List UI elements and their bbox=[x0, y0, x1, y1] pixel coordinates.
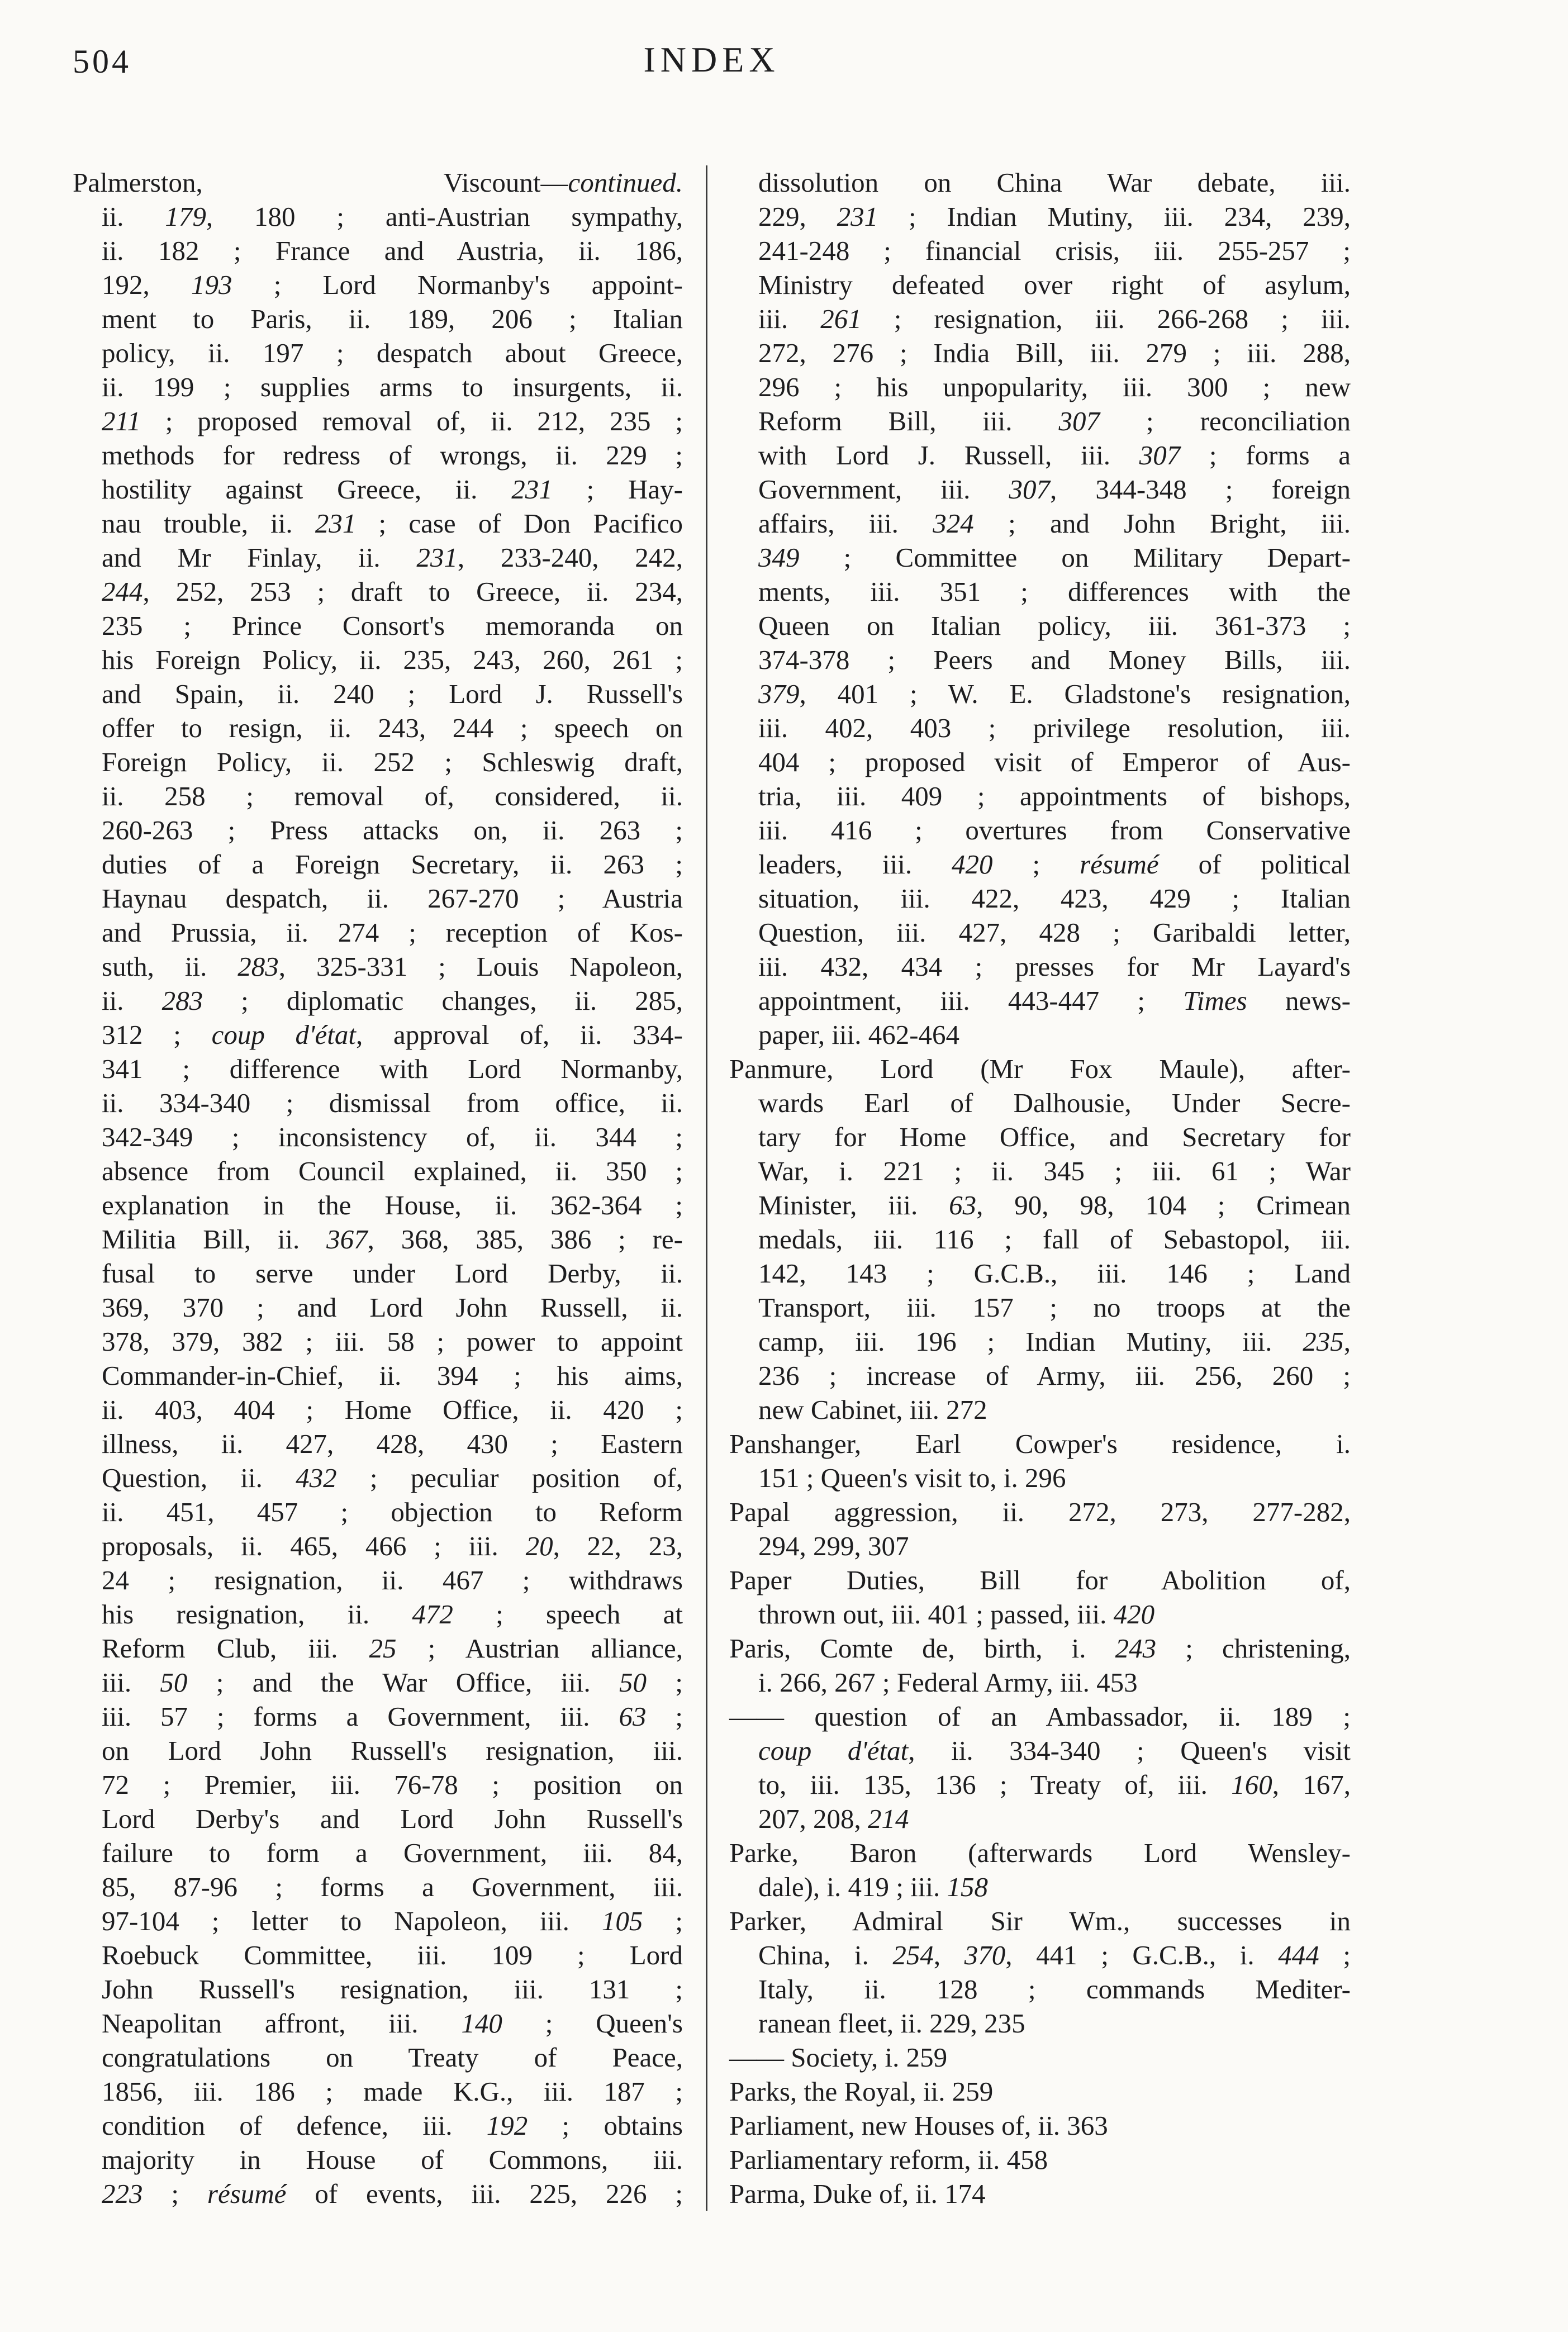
index-line: absence from Council explained, ii. 350 ; bbox=[102, 1156, 683, 1186]
index-line: situation, iii. 422, 423, 429 ; Italian bbox=[758, 883, 1351, 914]
index-line: fusal to serve under Lord Derby, ii. bbox=[102, 1258, 683, 1289]
index-line: Italy, ii. 128 ; commands Mediter- bbox=[758, 1974, 1351, 2005]
index-line: 85, 87-96 ; forms a Government, iii. bbox=[102, 1872, 683, 1902]
index-line: ii. 403, 404 ; Home Office, ii. 420 ; bbox=[102, 1394, 683, 1425]
index-line: Roebuck Committee, iii. 109 ; Lord bbox=[102, 1940, 683, 1970]
page-header bbox=[73, 39, 1351, 89]
index-entry bbox=[73, 165, 683, 2211]
index-entry bbox=[729, 1904, 1351, 2040]
index-line: condition of defence, iii. 192 ; obtains bbox=[102, 2110, 683, 2141]
index-line: with Lord J. Russell, iii. 307 ; forms a bbox=[758, 440, 1351, 471]
index-line: 241-248 ; financial crisis, iii. 255-257 ; bbox=[758, 235, 1351, 266]
index-line: 223 ; résumé of events, iii. 225, 226 ; bbox=[102, 2178, 683, 2209]
index-line: to, iii. 135, 136 ; Treaty of, iii. 160, 167, bbox=[758, 1769, 1351, 1800]
index-column-left bbox=[73, 165, 683, 2211]
index-line: 1856, iii. 186 ; made K.G., iii. 187 ; bbox=[102, 2076, 683, 2107]
index-line: 374-378 ; Peers and Money Bills, iii. bbox=[758, 644, 1351, 675]
index-line: Parker, Admiral Sir Wm., successes in bbox=[729, 1906, 1351, 1936]
index-line: nau trouble, ii. 231 ; case of Don Pacifico bbox=[102, 508, 683, 539]
index-entry bbox=[729, 1836, 1351, 1904]
index-line: 369, 370 ; and Lord John Russell, ii. bbox=[102, 1292, 683, 1323]
index-line: 211 ; proposed removal of, ii. 212, 235 ; bbox=[102, 406, 683, 436]
index-line: Queen on Italian policy, iii. 361-373 ; bbox=[758, 610, 1351, 641]
index-line: and Prussia, ii. 274 ; reception of Kos- bbox=[102, 917, 683, 948]
index-entry bbox=[729, 165, 1351, 1052]
index-line: iii. 57 ; forms a Government, iii. 63 ; bbox=[102, 1701, 683, 1732]
index-line: Panmure, Lord (Mr Fox Maule), after- bbox=[729, 1053, 1351, 1084]
index-line: ii. 182 ; France and Austria, ii. 186, bbox=[102, 235, 683, 266]
index-line: Haynau despatch, ii. 267-270 ; Austria bbox=[102, 883, 683, 914]
index-line: illness, ii. 427, 428, 430 ; Eastern bbox=[102, 1428, 683, 1459]
index-line: his resignation, ii. 472 ; speech at bbox=[102, 1599, 683, 1630]
index-line: methods for redress of wrongs, ii. 229 ; bbox=[102, 440, 683, 471]
index-line: 341 ; difference with Lord Normanby, bbox=[102, 1053, 683, 1084]
index-line: proposals, ii. 465, 466 ; iii. 20, 22, 23, bbox=[102, 1531, 683, 1561]
index-line: coup d'état, ii. 334-340 ; Queen's visit bbox=[758, 1735, 1351, 1766]
index-line: ii. 334-340 ; dismissal from office, ii. bbox=[102, 1087, 683, 1118]
index-line: his Foreign Policy, ii. 235, 243, 260, 261 ; bbox=[102, 644, 683, 675]
index-line: 151 ; Queen's visit to, i. 296 bbox=[758, 1462, 1066, 1493]
index-entry bbox=[729, 1631, 1351, 1699]
index-entry bbox=[729, 1052, 1351, 1427]
index-line: wards Earl of Dalhousie, Under Secre- bbox=[758, 1087, 1351, 1118]
index-line: Militia Bill, ii. 367, 368, 385, 386 ; re- bbox=[102, 1224, 683, 1255]
index-line: John Russell's resignation, iii. 131 ; bbox=[102, 1974, 683, 2005]
index-line: Reform Club, iii. 25 ; Austrian alliance, bbox=[102, 1633, 683, 1664]
index-line: duties of a Foreign Secretary, ii. 263 ; bbox=[102, 849, 683, 880]
index-line: Palmerston, Viscount—continued. bbox=[73, 167, 683, 198]
index-line: ranean fleet, ii. 229, 235 bbox=[758, 2008, 1025, 2039]
index-line: explanation in the House, ii. 362-364 ; bbox=[102, 1190, 683, 1220]
index-entry bbox=[729, 1427, 1351, 1495]
index-line: 294, 299, 307 bbox=[758, 1531, 909, 1561]
index-line: thrown out, iii. 401 ; passed, iii. 420 bbox=[758, 1599, 1155, 1630]
index-line: ii. 199 ; supplies arms to insurgents, ii. bbox=[102, 372, 683, 402]
index-line: suth, ii. 283, 325-331 ; Louis Napoleon, bbox=[102, 951, 683, 982]
index-line: paper, iii. 462-464 bbox=[758, 1019, 960, 1050]
index-line: 404 ; proposed visit of Emperor of Aus- bbox=[758, 747, 1351, 777]
index-line: 349 ; Committee on Military Depart- bbox=[758, 542, 1351, 573]
index-line: Parliamentary reform, ii. 458 bbox=[729, 2144, 1048, 2175]
index-line: 235 ; Prince Consort's memoranda on bbox=[102, 610, 683, 641]
index-line: 260-263 ; Press attacks on, ii. 263 ; bbox=[102, 815, 683, 846]
index-line: War, i. 221 ; ii. 345 ; iii. 61 ; War bbox=[758, 1156, 1351, 1186]
index-line: hostility against Greece, ii. 231 ; Hay- bbox=[102, 474, 683, 505]
index-line: 192, 193 ; Lord Normanby's appoint- bbox=[102, 269, 683, 300]
index-entry bbox=[729, 2040, 1351, 2074]
index-line: 229, 231 ; Indian Mutiny, iii. 234, 239, bbox=[758, 201, 1351, 232]
index-line: tria, iii. 409 ; appointments of bishops, bbox=[758, 781, 1351, 811]
index-line: —— Society, i. 259 bbox=[729, 2042, 948, 2073]
page-number: 504 bbox=[73, 43, 131, 80]
index-column-right bbox=[729, 165, 1351, 2211]
index-line: 296 ; his unpopularity, iii. 300 ; new bbox=[758, 372, 1351, 402]
index-line: 342-349 ; inconsistency of, ii. 344 ; bbox=[102, 1122, 683, 1152]
index-line: medals, iii. 116 ; fall of Sebastopol, iii. bbox=[758, 1224, 1351, 1255]
index-line: Reform Bill, iii. 307 ; reconciliation bbox=[758, 406, 1351, 436]
index-line: and Mr Finlay, ii. 231, 233-240, 242, bbox=[102, 542, 683, 573]
page-title: INDEX bbox=[643, 40, 780, 79]
index-line: 24 ; resignation, ii. 467 ; withdraws bbox=[102, 1565, 683, 1595]
index-line: appointment, iii. 443-447 ; Times news- bbox=[758, 985, 1351, 1016]
index-line: Lord Derby's and Lord John Russell's bbox=[102, 1803, 683, 1834]
index-line: new Cabinet, iii. 272 bbox=[758, 1394, 987, 1425]
index-entry bbox=[729, 2177, 1351, 2211]
index-line: Ministry defeated over right of asylum, bbox=[758, 269, 1351, 300]
index-entry bbox=[729, 2074, 1351, 2108]
index-line: Paper Duties, Bill for Abolition of, bbox=[729, 1565, 1351, 1595]
index-line: majority in House of Commons, iii. bbox=[102, 2144, 683, 2175]
index-line: Commander-in-Chief, ii. 394 ; his aims, bbox=[102, 1360, 683, 1391]
index-line: 379, 401 ; W. E. Gladstone's resignation, bbox=[758, 678, 1351, 709]
index-line: Parliament, new Houses of, ii. 363 bbox=[729, 2110, 1108, 2141]
column-divider bbox=[706, 165, 707, 2211]
index-line: China, i. 254, 370, 441 ; G.C.B., i. 444 ; bbox=[758, 1940, 1351, 1970]
index-entry bbox=[729, 1495, 1351, 1563]
index-line: ii. 451, 457 ; objection to Reform bbox=[102, 1497, 683, 1527]
index-line: ii. 179, 180 ; anti-Austrian sympathy, bbox=[102, 201, 683, 232]
index-line: —— question of an Ambassador, ii. 189 ; bbox=[729, 1701, 1351, 1732]
index-line: and Spain, ii. 240 ; Lord J. Russell's bbox=[102, 678, 683, 709]
index-line: failure to form a Government, iii. 84, bbox=[102, 1837, 683, 1868]
index-content bbox=[73, 165, 1351, 2211]
index-line: Neapolitan affront, iii. 140 ; Queen's bbox=[102, 2008, 683, 2039]
index-entry bbox=[729, 1699, 1351, 1836]
index-line: Panshanger, Earl Cowper's residence, i. bbox=[729, 1428, 1351, 1459]
index-entry bbox=[729, 2108, 1351, 2143]
index-line: Parke, Baron (afterwards Lord Wensley- bbox=[729, 1837, 1351, 1868]
index-line: iii. 402, 403 ; privilege resolution, iii. bbox=[758, 713, 1351, 743]
index-line: Parks, the Royal, ii. 259 bbox=[729, 2076, 994, 2107]
index-line: Government, iii. 307, 344-348 ; foreign bbox=[758, 474, 1351, 505]
index-line: ii. 258 ; removal of, considered, ii. bbox=[102, 781, 683, 811]
index-line: ment to Paris, ii. 189, 206 ; Italian bbox=[102, 303, 683, 334]
index-line: 378, 379, 382 ; iii. 58 ; power to appoint bbox=[102, 1326, 683, 1357]
index-line: Parma, Duke of, ii. 174 bbox=[729, 2178, 986, 2209]
index-line: iii. 261 ; resignation, iii. 266-268 ; iii. bbox=[758, 303, 1351, 334]
index-line: 272, 276 ; India Bill, iii. 279 ; iii. 288, bbox=[758, 338, 1351, 368]
index-line: Foreign Policy, ii. 252 ; Schleswig draft, bbox=[102, 747, 683, 777]
index-line: 72 ; Premier, iii. 76-78 ; position on bbox=[102, 1769, 683, 1800]
index-line: 97-104 ; letter to Napoleon, iii. 105 ; bbox=[102, 1906, 683, 1936]
index-line: iii. 50 ; and the War Office, iii. 50 ; bbox=[102, 1667, 683, 1698]
index-line: tary for Home Office, and Secretary for bbox=[758, 1122, 1351, 1152]
index-line: 244, 252, 253 ; draft to Greece, ii. 234, bbox=[102, 576, 683, 607]
index-line: on Lord John Russell's resignation, iii. bbox=[102, 1735, 683, 1766]
index-line: 207, 208, 214 bbox=[758, 1803, 909, 1834]
index-line: Transport, iii. 157 ; no troops at the bbox=[758, 1292, 1351, 1323]
index-line: i. 266, 267 ; Federal Army, iii. 453 bbox=[758, 1667, 1138, 1698]
index-line: affairs, iii. 324 ; and John Bright, iii. bbox=[758, 508, 1351, 539]
index-line: iii. 432, 434 ; presses for Mr Layard's bbox=[758, 951, 1351, 982]
index-line: ii. 283 ; diplomatic changes, ii. 285, bbox=[102, 985, 683, 1016]
index-line: leaders, iii. 420 ; résumé of political bbox=[758, 849, 1351, 880]
index-line: 312 ; coup d'état, approval of, ii. 334- bbox=[102, 1019, 683, 1050]
index-line: 236 ; increase of Army, iii. 256, 260 ; bbox=[758, 1360, 1351, 1391]
index-line: camp, iii. 196 ; Indian Mutiny, iii. 235, bbox=[758, 1326, 1351, 1357]
index-line: offer to resign, ii. 243, 244 ; speech on bbox=[102, 713, 683, 743]
index-line: iii. 416 ; overtures from Conservative bbox=[758, 815, 1351, 846]
index-line: policy, ii. 197 ; despatch about Greece, bbox=[102, 338, 683, 368]
index-line: Minister, iii. 63, 90, 98, 104 ; Crimean bbox=[758, 1190, 1351, 1220]
index-line: Question, ii. 432 ; peculiar position of, bbox=[102, 1462, 683, 1493]
index-entry bbox=[729, 2143, 1351, 2177]
index-line: dale), i. 419 ; iii. 158 bbox=[758, 1872, 988, 1902]
index-line: ments, iii. 351 ; differences with the bbox=[758, 576, 1351, 607]
index-line: congratulations on Treaty of Peace, bbox=[102, 2042, 683, 2073]
index-line: 142, 143 ; G.C.B., iii. 146 ; Land bbox=[758, 1258, 1351, 1289]
index-line: Question, iii. 427, 428 ; Garibaldi letter, bbox=[758, 917, 1351, 948]
index-entry bbox=[729, 1563, 1351, 1631]
index-line: Papal aggression, ii. 272, 273, 277-282, bbox=[729, 1497, 1351, 1527]
index-line: Paris, Comte de, birth, i. 243 ; christening, bbox=[729, 1633, 1351, 1664]
index-line: dissolution on China War debate, iii. bbox=[758, 167, 1351, 198]
